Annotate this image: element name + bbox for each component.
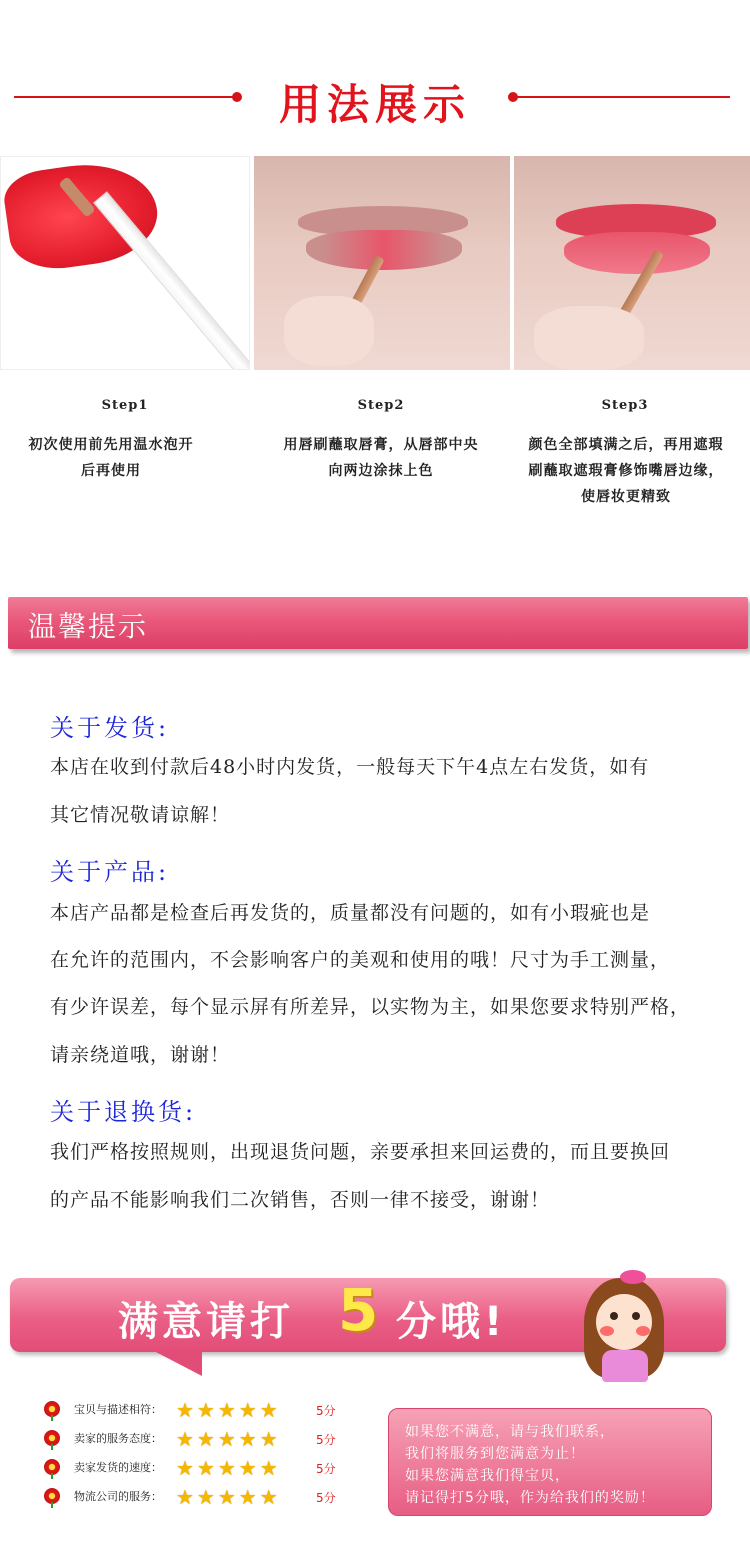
rating-label: 卖家发货的速度：	[74, 1461, 162, 1474]
divider-dot-left	[232, 92, 242, 102]
flower-icon	[44, 1401, 60, 1417]
rating-score: 5分	[316, 1462, 336, 1476]
note-line: 如果您不满意，请与我们联系，	[405, 1424, 615, 1440]
step2-label: Step2	[357, 398, 405, 413]
star-rating: ★★★★★	[176, 1427, 281, 1451]
rating-banner-number: 5	[338, 1276, 379, 1344]
step1-description	[0, 432, 222, 484]
lip-brush	[93, 191, 250, 370]
product-title: 关于产品:	[50, 858, 170, 886]
returns-title: 关于退换货:	[50, 1098, 197, 1126]
rating-score: 5分	[316, 1404, 336, 1418]
rating-row	[44, 1427, 364, 1449]
rating-row	[44, 1485, 364, 1507]
step1-label: Step1	[101, 398, 149, 413]
lower-lip	[306, 230, 462, 270]
step2-description	[256, 432, 506, 484]
step1-image	[0, 156, 250, 370]
step3-image	[514, 156, 750, 370]
shipping-line: 本店在收到付款后48小时内发货，一般每天下午4点左右发货，如有	[50, 756, 650, 778]
rating-row	[44, 1456, 364, 1478]
tips-title: 温馨提示	[28, 610, 149, 643]
star-rating: ★★★★★	[176, 1485, 281, 1509]
rating-score: 5分	[316, 1433, 336, 1447]
step3-desc-line: 使唇妆更精致	[581, 489, 671, 505]
shipping-line: 其它情况敬请谅解！	[50, 804, 231, 826]
star-rating: ★★★★★	[176, 1456, 281, 1480]
rating-row	[44, 1398, 364, 1420]
divider-line-left	[14, 96, 236, 98]
satisfaction-note	[388, 1408, 712, 1516]
rating-score: 5分	[316, 1491, 336, 1505]
flower-icon	[44, 1488, 60, 1504]
rating-label: 卖家的服务态度：	[74, 1432, 162, 1445]
step2-image	[254, 156, 510, 370]
rating-banner-text: 满意请打	[118, 1299, 294, 1345]
usage-title: 用法展示	[278, 80, 471, 129]
flower-icon	[44, 1459, 60, 1475]
shipping-title: 关于发货:	[50, 714, 170, 742]
hand	[534, 306, 644, 370]
usage-header	[0, 68, 750, 128]
divider-line-right	[512, 96, 730, 98]
note-line: 如果您满意我们得宝贝，	[405, 1468, 570, 1484]
flower-icon	[44, 1430, 60, 1446]
star-rating: ★★★★★	[176, 1398, 281, 1422]
rating-label: 物流公司的服务：	[74, 1490, 162, 1503]
product-line: 本店产品都是检查后再发货的，质量都没有问题的，如有小瑕疵也是	[50, 902, 651, 924]
step3-desc-line: 刷蘸取遮瑕膏修饰嘴唇边缘，	[528, 463, 724, 479]
step3-label: Step3	[601, 398, 649, 413]
cartoon-girl-icon	[574, 1268, 674, 1386]
returns-line: 的产品不能影响我们二次销售，否则一律不接受，谢谢！	[50, 1189, 551, 1211]
step3-desc-line: 颜色全部填满之后，再用遮瑕	[528, 437, 724, 453]
step2-desc-line: 用唇刷蘸取唇膏，从唇部中央	[283, 437, 479, 453]
step2-desc-line: 向两边涂抹上色	[328, 463, 434, 479]
product-line: 有少许误差，每个显示屏有所差异，以实物为主，如果您要求特别严格，	[50, 996, 691, 1018]
note-line: 我们将服务到您满意为止！	[405, 1446, 585, 1462]
tips-banner	[8, 597, 748, 649]
step3-description	[506, 432, 746, 510]
product-line: 请亲绕道哦，谢谢！	[50, 1044, 231, 1066]
returns-line: 我们严格按照规则，出现退货问题，亲要承担来回运费的，而且要换回	[50, 1141, 671, 1163]
lower-lip	[564, 232, 710, 274]
step1-desc-line: 后再使用	[81, 463, 141, 479]
rating-banner-tail	[152, 1350, 202, 1376]
rating-label: 宝贝与描述相符：	[74, 1403, 162, 1416]
step1-desc-line: 初次使用前先用温水泡开	[28, 437, 194, 453]
product-line: 在允许的范围内，不会影响客户的美观和使用的哦！尺寸为手工测量，	[50, 949, 671, 971]
hand	[284, 296, 374, 366]
note-line: 请记得打5分哦，作为给我们的奖励！	[405, 1490, 655, 1506]
rating-banner-text-after: 分哦!	[396, 1299, 507, 1345]
